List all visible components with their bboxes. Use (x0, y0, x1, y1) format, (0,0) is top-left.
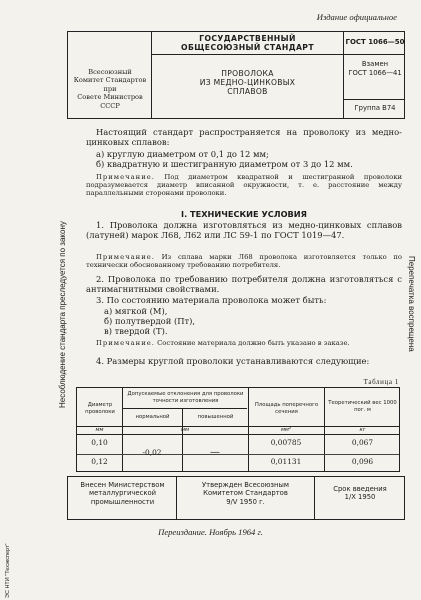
unit-weight: кг (359, 427, 366, 433)
header-normal: нормальной (135, 414, 170, 420)
unit-tolerance: мм (181, 427, 189, 433)
approved-by: Утвержден Всесоюзным Комитетом Стандартов 9/V 1950 г. (202, 481, 289, 506)
intro-item-a: а) круглую диаметром от 0,1 до 12 мм; (96, 149, 269, 159)
clause-1-note: Примечание. Из сплава марки Л68 проволока изготовляется только по технически обоснованному требованию потребителя. (86, 253, 402, 270)
effective-date: Срок введения 1/X 1950 (333, 485, 387, 502)
dimensions-table (76, 387, 400, 472)
reissue-note: Переиздание. Ноябрь 1964 г. (158, 527, 263, 537)
issuer-block: Всесоюзный Комитет Стандартов при Совете Министров СССР (73, 68, 147, 110)
table-row-2-diameter: 0,12 (91, 457, 108, 466)
table-row-1-area: 0,00785 (270, 438, 302, 447)
unit-diameter: мм (95, 427, 104, 433)
unit-area: мм² (280, 427, 292, 433)
edition-label: Издание официальное (316, 12, 397, 22)
gost-number: ГОСТ 1066—50 (345, 38, 405, 46)
table-row-1-diameter: 0,10 (91, 438, 108, 447)
side-legal-notice: Несоблюдение стандарта преследуется по закону (58, 221, 67, 408)
section-heading: I. ТЕХНИЧЕСКИЕ УСЛОВИЯ (181, 209, 307, 219)
group-code: Группа В74 (354, 104, 396, 112)
introduced-by: Внесен Министерством металлургической промышленности (80, 481, 165, 506)
clause-1: 1. Проволока должна изготовляться из медно-цинковых сплавов (латуней) марок Л68, Л62 или ЛС 59-1 по ГОСТ 1019—47. (86, 220, 402, 240)
side-reprint-notice: Перепечатка воспрещена (407, 256, 416, 352)
replaces-block: Взамен ГОСТ 1066—41 (348, 60, 402, 77)
header-area: Площадь поперечного сечения (254, 402, 319, 415)
state-a: а) мягкой (М), (104, 306, 168, 316)
document-title: ПРОВОЛОКА ИЗ МЕДНО-ЦИНКОВЫХ СПЛАВОВ (199, 69, 296, 96)
intro-item-b: б) квадратную и шестигранную диаметром от 3 до 12 мм. (96, 159, 353, 169)
clause-3: 3. По состоянию материала проволока может быть: (96, 295, 327, 305)
header-increased: повышенной (197, 414, 234, 420)
state-c: в) твердой (Т). (104, 326, 168, 336)
table-row-2-area: 0,01131 (270, 457, 302, 466)
publisher-stamp: ЭС НТИ "Техэксперт" (5, 543, 11, 598)
header-weight: Теоретический вес 1000 пог. м (328, 400, 397, 413)
table-row-1-weight: 0,067 (351, 438, 374, 447)
increased-tolerance: — (210, 447, 220, 458)
header-diameter: Диаметр проволоки (85, 402, 115, 415)
intro-paragraph: Настоящий стандарт распространяется на проволоку из медно-цинковых сплавов: (86, 127, 402, 147)
intro-note: Примечание. Под диаметром квадратной и шестигранной проволоки подразумевается диаметр вписанной окружности, т. е. расстояние между параллельными сторонами проволоки. (86, 173, 402, 198)
clause-4: 4. Размеры круглой проволоки устанавливаются следующие: (96, 356, 370, 366)
table-caption: Таблица 1 (363, 378, 399, 386)
standard-type: ГОСУДАРСТВЕННЫЙ ОБЩЕСОЮЗНЫЙ СТАНДАРТ (181, 34, 314, 52)
normal-tolerance: -0,02 (142, 448, 162, 457)
clause-2: 2. Проволока по требованию потребителя должна изготовляться с антимагнитными свойствами. (86, 274, 402, 294)
clause-3-note: Примечание. Состояние материала должно быть указано в заказе. (96, 339, 350, 347)
header-box (67, 31, 405, 119)
state-b: б) полутвердой (Пт), (104, 316, 196, 326)
header-tolerance: Допускаемые отклонения для проволоки точности изготовления (127, 391, 244, 404)
footer-box (67, 476, 405, 520)
table-row-2-weight: 0,096 (351, 457, 374, 466)
